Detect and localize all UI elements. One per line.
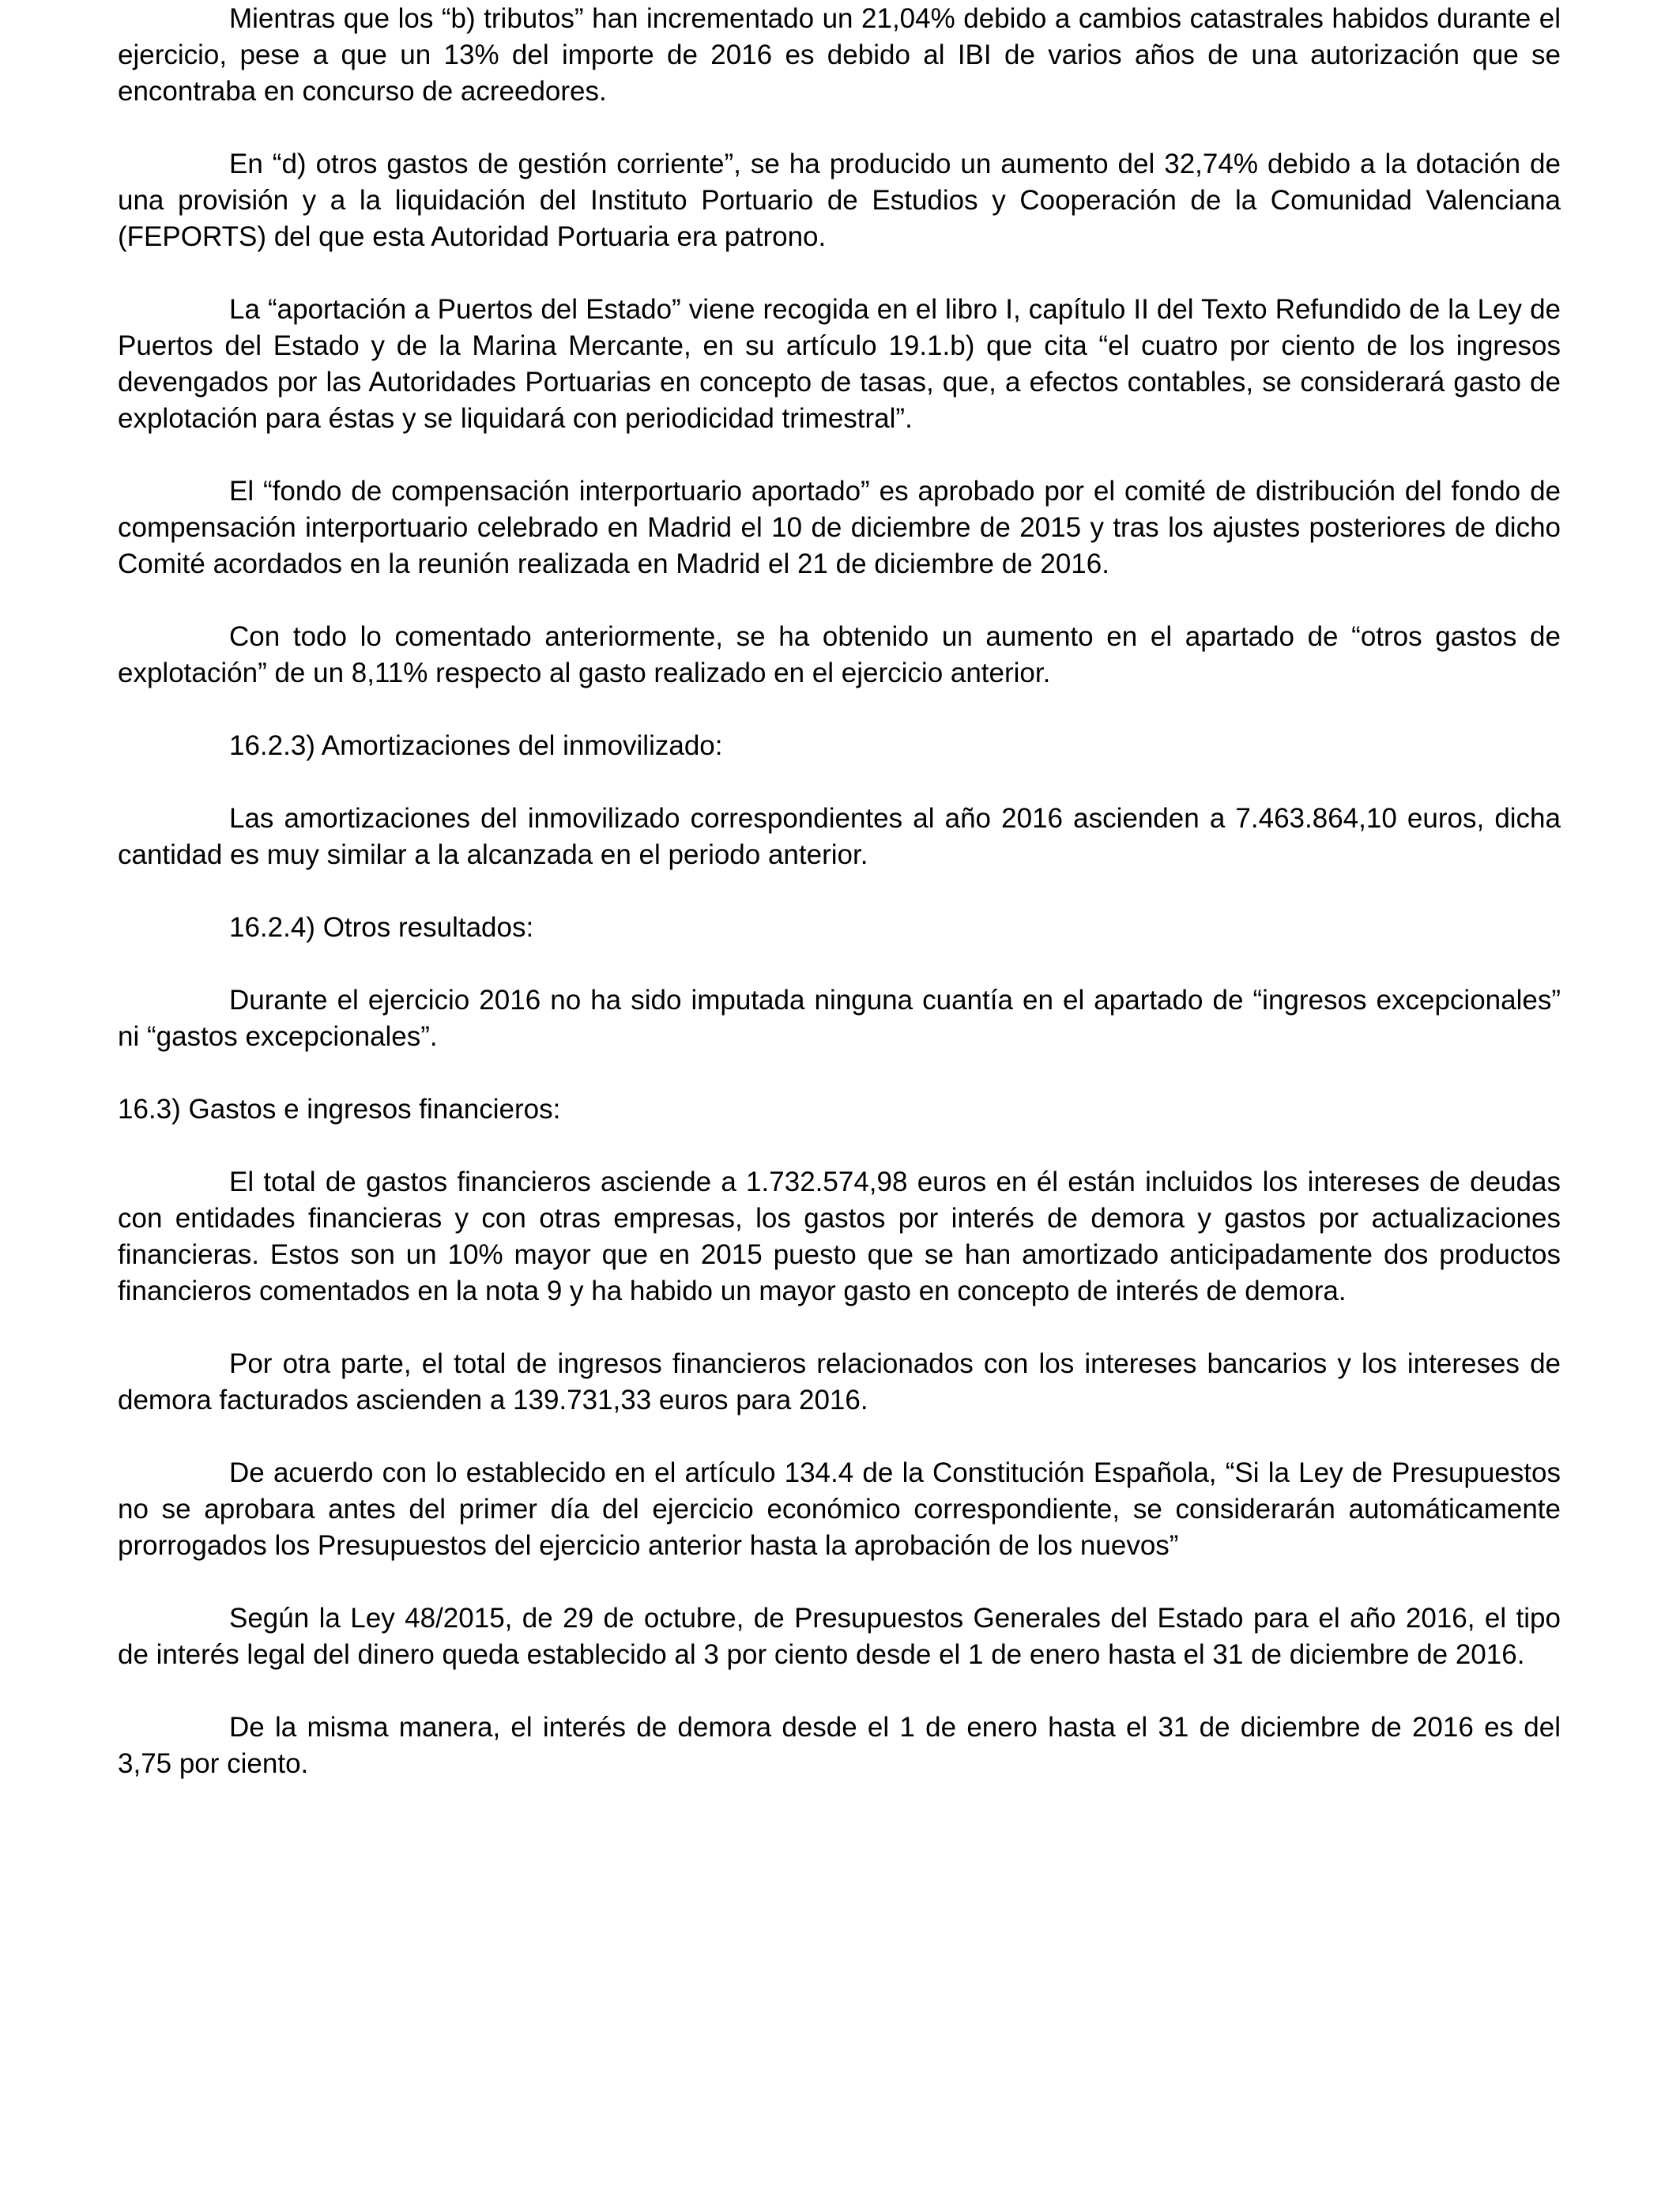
paragraph-amortizaciones: Las amortizaciones del inmovilizado correspondientes al año 2016 ascienden a 7.463.864,10 euros, dicha cantidad es muy similar a la alcanzada en el periodo anterior. (118, 803, 1561, 870)
paragraph-conclusion-gastos-explotacion: Con todo lo comentado anteriormente, se ha obtenido un aumento en el apartado de “otros gastos de explotación” de un 8,11% respecto al gasto realizado en el ejercicio anterior. (118, 621, 1561, 688)
paragraph-otros-resultados: Durante el ejercicio 2016 no ha sido imputada ninguna cuantía en el apartado de “ingresos excepcionales” ni “gastos excepcionales”. (118, 985, 1561, 1052)
section-heading-gastos-ingresos-financieros: 16.3) Gastos e ingresos financieros: (118, 1094, 561, 1125)
paragraph-interes-demora: De la misma manera, el interés de demora desde el 1 de enero hasta el 31 de diciembre de 2016 es del 3,75 por ciento. (118, 1712, 1561, 1779)
paragraph-otros-gastos-gestion: En “d) otros gastos de gestión corriente”, se ha producido un aumento del 32,74% debido a la dotación de una provisión y a la liquidación del Instituto Portuario de Estudios y Cooperación de la Comunidad Valenciana (FEPORTS) del que esta Autoridad Portuaria era patrono. (118, 149, 1561, 252)
document-page (118, 0, 1561, 2194)
paragraph-gastos-financieros: El total de gastos financieros asciende a 1.732.574,98 euros en él están incluidos los intereses de deudas con entidades financieras y con otras empresas, los gastos por interés de demora y gastos por actualizaciones financieras. Estos son un 10% mayor que en 2015 puesto que se han amortizado anticipadamente dos productos financieros comentados en la nota 9 y ha habido un mayor gasto en concepto de interés de demora. (118, 1167, 1561, 1306)
paragraph-ingresos-financieros: Por otra parte, el total de ingresos financieros relacionados con los intereses bancarios y los intereses de demora facturados ascienden a 139.731,33 euros para 2016. (118, 1348, 1561, 1416)
paragraph-constitucion: De acuerdo con lo establecido en el artículo 134.4 de la Constitución Española, “Si la Ley de Presupuestos no se aprobara antes del primer día del ejercicio económico correspondiente, se considerarán automáticamente prorrogados los Presupuestos del ejercicio anterior hasta la aprobación de los nuevos” (118, 1457, 1561, 1561)
paragraph-fondo-compensacion: El “fondo de compensación interportuario aportado” es aprobado por el comité de distribución del fondo de compensación interportuario celebrado en Madrid el 10 de diciembre de 2015 y tras los ajustes posteriores de dicho Comité acordados en la reunión realizada en Madrid el 21 de diciembre de 2016. (118, 476, 1561, 579)
section-heading-amortizaciones: 16.2.3) Amortizaciones del inmovilizado: (229, 730, 723, 761)
paragraph-ley-presupuestos: Según la Ley 48/2015, de 29 de octubre, de Presupuestos Generales del Estado para el año 2016, el tipo de interés legal del dinero queda establecido al 3 por ciento desde el 1 de enero hasta el 31 de diciembre de 2016. (118, 1603, 1561, 1670)
document-body (118, 0, 1561, 1782)
section-heading-otros-resultados: 16.2.4) Otros resultados: (229, 912, 534, 943)
paragraph-tributos: Mientras que los “b) tributos” han incrementado un 21,04% debido a cambios catastrales habidos durante el ejercicio, pese a que un 13% del importe de 2016 es debido al IBI de varios años de una autorización que se encontraba en concurso de acreedores. (118, 3, 1561, 107)
paragraph-aportacion-puertos: La “aportación a Puertos del Estado” viene recogida en el libro I, capítulo II del Texto Refundido de la Ley de Puertos del Estado y de la Marina Mercante, en su artículo 19.1.b) que cita “el cuatro por ciento de los ingresos devengados por las Autoridades Portuarias en concepto de tasas, que, a efectos contables, se considerará gasto de explotación para éstas y se liquidará con periodicidad trimestral”. (118, 294, 1561, 434)
